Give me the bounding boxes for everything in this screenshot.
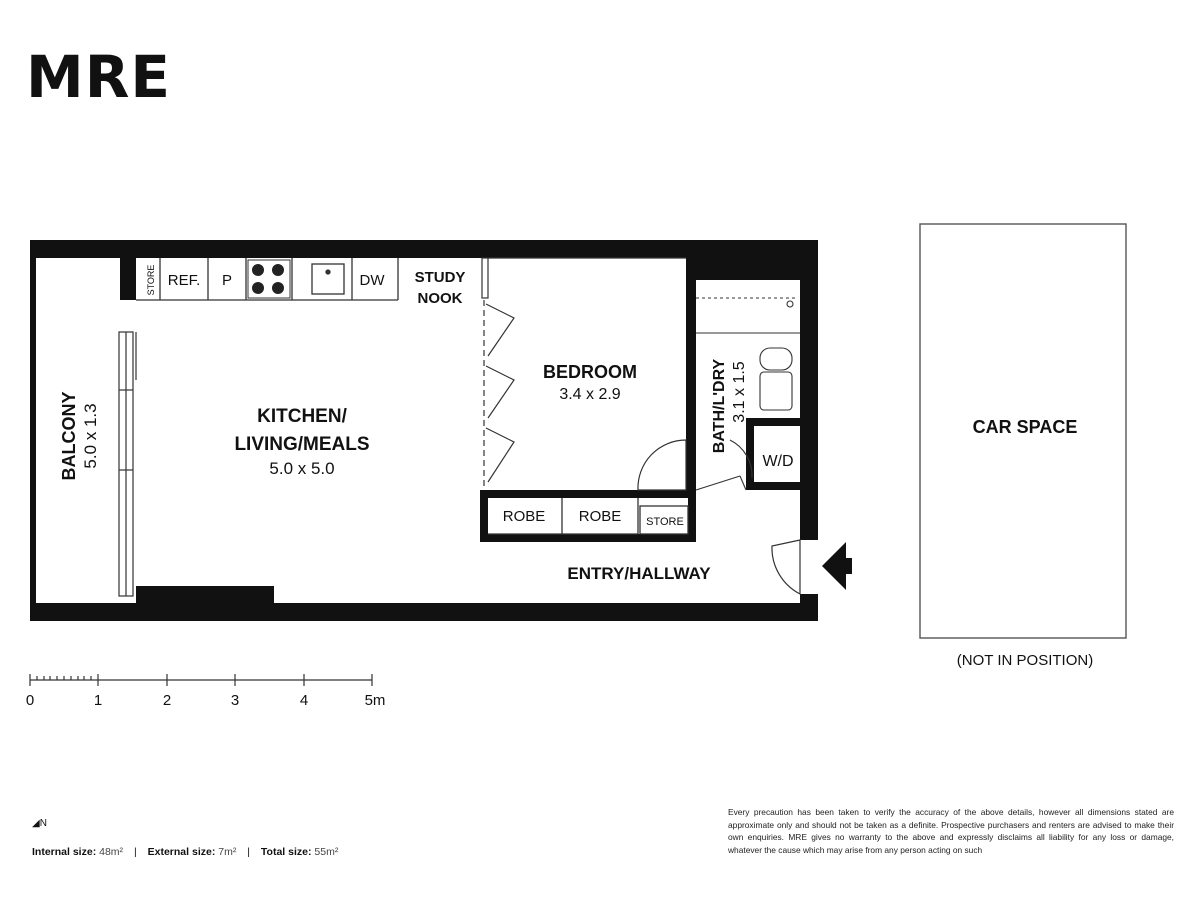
wd-label: W/D: [762, 453, 794, 470]
bedroom-door: [638, 440, 686, 490]
bedroom-label: BEDROOM: [543, 362, 637, 382]
entry-door: [772, 540, 800, 594]
north-label: N: [39, 818, 47, 829]
living-label-line2: LIVING/MEALS: [234, 434, 370, 455]
brand-logo: MRE: [26, 43, 171, 111]
car-space-note: (NOT IN POSITION): [956, 652, 1094, 669]
entry-label: ENTRY/HALLWAY: [567, 564, 711, 583]
scale-tick-0: 0: [25, 692, 35, 709]
study-label: STUDY: [414, 269, 466, 286]
nook-label: NOOK: [417, 290, 463, 307]
total-size-label: Total size:: [260, 846, 312, 858]
bath-label: BATH/L'DRY: [711, 358, 728, 454]
living-label-line1: KITCHEN/: [257, 406, 347, 427]
ref-label: REF.: [167, 272, 201, 289]
scale-tick-4: 4: [299, 692, 309, 709]
scale-tick-1: 1: [93, 692, 103, 709]
car-space-label: CAR SPACE: [972, 417, 1078, 437]
balcony-size: 5.0 x 1.3: [81, 403, 100, 469]
bath-size: 3.1 x 1.5: [731, 361, 748, 423]
external-size-label: External size:: [147, 846, 216, 858]
living-size: 5.0 x 5.0: [269, 459, 335, 478]
divider: |: [247, 846, 250, 858]
external-size-value: 7m²: [218, 846, 237, 858]
scale-tick-3: 3: [230, 692, 240, 709]
divider: |: [133, 846, 137, 858]
size-summary: [32, 846, 346, 858]
north-arrow-icon: ◢: [32, 818, 40, 829]
internal-size-label: Internal size:: [32, 846, 97, 858]
cooktop: [248, 260, 290, 298]
robe-left-label: ROBE: [502, 508, 546, 525]
scale-bar: [30, 674, 372, 686]
pantry-label: P: [221, 272, 233, 289]
disclaimer-text: Every precaution has been taken to verify the accuracy of the above details, however all dimensions stated are approximate only and should not be taken as a definite. Prospective purchasers and renters are advised to make their own enquiries. MRE gives no warranty to the above and expressly disclaims all liability for any loss or damage, whatever the cause which may arise from any person acting on such: [728, 807, 1174, 855]
scale-tick-2: 2: [162, 692, 172, 709]
hall-store-label: STORE: [646, 516, 684, 528]
bedroom-size: 3.4 x 2.9: [559, 386, 621, 403]
north-indicator: [32, 818, 47, 829]
balcony-label: BALCONY: [59, 391, 79, 481]
dw-label: DW: [359, 272, 385, 289]
internal-size-value: 48m²: [99, 846, 124, 858]
kitchen-store-label: STORE: [146, 264, 156, 296]
total-size-value: 55m²: [314, 846, 339, 858]
balcony-door: [119, 332, 136, 596]
entry-arrow-icon: [822, 542, 852, 590]
robe-right-label: ROBE: [578, 508, 622, 525]
scale-tick-5: 5m: [364, 692, 386, 709]
